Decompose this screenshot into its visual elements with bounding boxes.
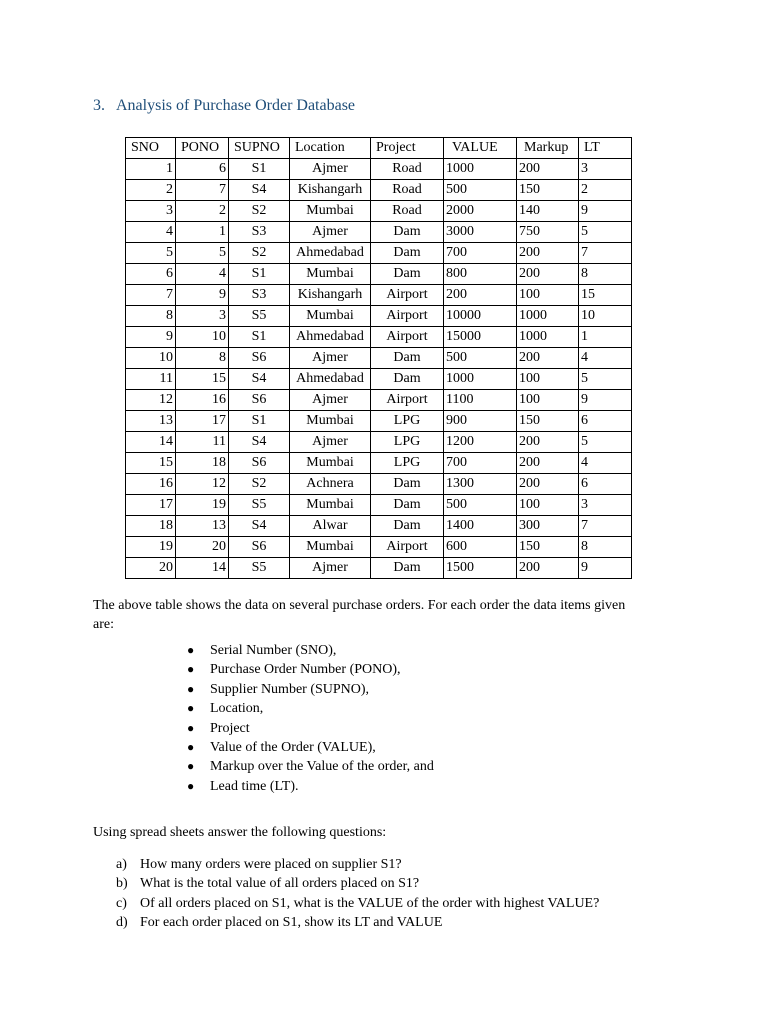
cell-supno: S6 bbox=[229, 453, 290, 474]
table-row bbox=[126, 222, 632, 243]
cell-supno: S6 bbox=[229, 348, 290, 369]
cell-markup: 100 bbox=[517, 390, 579, 411]
cell-project: Dam bbox=[371, 348, 444, 369]
cell-sno: 16 bbox=[126, 474, 176, 495]
cell-lt: 1 bbox=[579, 327, 632, 348]
cell-pono: 20 bbox=[176, 537, 229, 558]
cell-markup: 300 bbox=[517, 516, 579, 537]
cell-project: Dam bbox=[371, 474, 444, 495]
cell-sno: 6 bbox=[126, 264, 176, 285]
cell-lt: 10 bbox=[579, 306, 632, 327]
cell-lt: 4 bbox=[579, 348, 632, 369]
cell-sno: 2 bbox=[126, 180, 176, 201]
cell-markup: 1000 bbox=[517, 327, 579, 348]
table-row bbox=[126, 537, 632, 558]
cell-value: 1000 bbox=[444, 159, 517, 180]
cell-location: Ajmer bbox=[290, 432, 371, 453]
cell-value: 500 bbox=[444, 495, 517, 516]
cell-location: Kishangarh bbox=[290, 285, 371, 306]
cell-pono: 3 bbox=[176, 306, 229, 327]
cell-lt: 6 bbox=[579, 474, 632, 495]
cell-supno: S4 bbox=[229, 432, 290, 453]
cell-lt: 4 bbox=[579, 453, 632, 474]
cell-supno: S1 bbox=[229, 411, 290, 432]
list-item bbox=[187, 757, 434, 776]
cell-value: 1000 bbox=[444, 369, 517, 390]
bullet-icon: ● bbox=[187, 720, 195, 735]
section-number: 3. bbox=[93, 97, 105, 114]
cell-pono: 15 bbox=[176, 369, 229, 390]
cell-project: Dam bbox=[371, 243, 444, 264]
cell-markup: 150 bbox=[517, 537, 579, 558]
list-item-text: Lead time (LT). bbox=[210, 778, 299, 794]
questions-intro: Using spread sheets answer the following questions: bbox=[93, 825, 387, 840]
cell-markup: 200 bbox=[517, 348, 579, 369]
section-title: Analysis of Purchase Order Database bbox=[116, 97, 356, 114]
table-row bbox=[126, 453, 632, 474]
cell-location: Mumbai bbox=[290, 411, 371, 432]
cell-location: Ajmer bbox=[290, 558, 371, 579]
cell-lt: 5 bbox=[579, 222, 632, 243]
table-row bbox=[126, 264, 632, 285]
cell-value: 3000 bbox=[444, 222, 517, 243]
cell-lt: 3 bbox=[579, 159, 632, 180]
cell-sno: 12 bbox=[126, 390, 176, 411]
cell-supno: S1 bbox=[229, 264, 290, 285]
cell-pono: 17 bbox=[176, 411, 229, 432]
cell-location: Ajmer bbox=[290, 348, 371, 369]
cell-markup: 200 bbox=[517, 558, 579, 579]
table-row bbox=[126, 474, 632, 495]
cell-project: Airport bbox=[371, 390, 444, 411]
cell-supno: S2 bbox=[229, 474, 290, 495]
list-item-text: Value of the Order (VALUE), bbox=[210, 740, 376, 756]
cell-lt: 5 bbox=[579, 369, 632, 390]
cell-supno: S5 bbox=[229, 495, 290, 516]
question-text: How many orders were placed on supplier S1? bbox=[140, 857, 402, 872]
cell-markup: 200 bbox=[517, 264, 579, 285]
cell-lt: 8 bbox=[579, 264, 632, 285]
cell-location: Kishangarh bbox=[290, 180, 371, 201]
bullet-icon: ● bbox=[187, 701, 195, 716]
cell-supno: S5 bbox=[229, 558, 290, 579]
cell-lt: 3 bbox=[579, 495, 632, 516]
cell-project: LPG bbox=[371, 411, 444, 432]
cell-markup: 140 bbox=[517, 201, 579, 222]
cell-value: 800 bbox=[444, 264, 517, 285]
cell-project: Dam bbox=[371, 369, 444, 390]
cell-pono: 2 bbox=[176, 201, 229, 222]
question-marker: b) bbox=[116, 876, 128, 892]
column-header-sno: SNO bbox=[126, 138, 176, 159]
cell-lt: 6 bbox=[579, 411, 632, 432]
cell-project: Airport bbox=[371, 285, 444, 306]
cell-lt: 2 bbox=[579, 180, 632, 201]
table-row bbox=[126, 390, 632, 411]
column-header-value: VALUE bbox=[444, 138, 517, 159]
column-header-markup: Markup bbox=[517, 138, 579, 159]
cell-lt: 7 bbox=[579, 516, 632, 537]
cell-sno: 19 bbox=[126, 537, 176, 558]
table-row bbox=[126, 369, 632, 390]
cell-markup: 150 bbox=[517, 180, 579, 201]
table-row bbox=[126, 495, 632, 516]
cell-project: Airport bbox=[371, 537, 444, 558]
cell-sno: 15 bbox=[126, 453, 176, 474]
table-row bbox=[126, 348, 632, 369]
cell-location: Mumbai bbox=[290, 537, 371, 558]
bullet-icon: ● bbox=[187, 778, 195, 793]
cell-project: Airport bbox=[371, 327, 444, 348]
cell-location: Mumbai bbox=[290, 495, 371, 516]
section-heading bbox=[93, 97, 355, 115]
cell-project: LPG bbox=[371, 453, 444, 474]
column-header-project: Project bbox=[371, 138, 444, 159]
cell-value: 1500 bbox=[444, 558, 517, 579]
cell-pono: 14 bbox=[176, 558, 229, 579]
cell-value: 1200 bbox=[444, 432, 517, 453]
question-item bbox=[116, 874, 599, 893]
question-text: What is the total value of all orders placed on S1? bbox=[140, 876, 420, 892]
cell-location: Ajmer bbox=[290, 222, 371, 243]
column-header-supno: SUPNO bbox=[229, 138, 290, 159]
cell-pono: 7 bbox=[176, 180, 229, 201]
cell-value: 600 bbox=[444, 537, 517, 558]
table-row bbox=[126, 516, 632, 537]
cell-lt: 7 bbox=[579, 243, 632, 264]
list-item bbox=[187, 738, 434, 757]
bullet-icon: ● bbox=[187, 662, 195, 677]
cell-lt: 9 bbox=[579, 201, 632, 222]
table-header-row bbox=[126, 138, 632, 159]
cell-markup: 150 bbox=[517, 411, 579, 432]
question-marker: a) bbox=[116, 857, 127, 872]
cell-project: LPG bbox=[371, 432, 444, 453]
table-row bbox=[126, 243, 632, 264]
cell-location: Ahmedabad bbox=[290, 369, 371, 390]
cell-location: Ahmedabad bbox=[290, 327, 371, 348]
cell-location: Ahmedabad bbox=[290, 243, 371, 264]
cell-sno: 1 bbox=[126, 159, 176, 180]
list-item bbox=[187, 660, 434, 679]
cell-pono: 9 bbox=[176, 285, 229, 306]
bullet-icon: ● bbox=[187, 681, 195, 696]
table-row bbox=[126, 285, 632, 306]
list-item-text: Supplier Number (SUPNO), bbox=[210, 681, 370, 697]
cell-supno: S6 bbox=[229, 390, 290, 411]
cell-project: Road bbox=[371, 201, 444, 222]
cell-location: Achnera bbox=[290, 474, 371, 495]
table-row bbox=[126, 327, 632, 348]
cell-location: Mumbai bbox=[290, 201, 371, 222]
cell-supno: S1 bbox=[229, 159, 290, 180]
cell-value: 1400 bbox=[444, 516, 517, 537]
table-row bbox=[126, 159, 632, 180]
table-row bbox=[126, 432, 632, 453]
cell-supno: S5 bbox=[229, 306, 290, 327]
cell-lt: 9 bbox=[579, 558, 632, 579]
cell-pono: 19 bbox=[176, 495, 229, 516]
cell-supno: S2 bbox=[229, 201, 290, 222]
cell-value: 1300 bbox=[444, 474, 517, 495]
cell-pono: 13 bbox=[176, 516, 229, 537]
bullet-icon: ● bbox=[187, 740, 195, 755]
cell-pono: 12 bbox=[176, 474, 229, 495]
table-row bbox=[126, 411, 632, 432]
cell-supno: S4 bbox=[229, 516, 290, 537]
cell-supno: S2 bbox=[229, 243, 290, 264]
cell-lt: 9 bbox=[579, 390, 632, 411]
cell-value: 200 bbox=[444, 285, 517, 306]
cell-location: Alwar bbox=[290, 516, 371, 537]
bullet-icon: ● bbox=[187, 759, 195, 774]
cell-lt: 5 bbox=[579, 432, 632, 453]
cell-markup: 200 bbox=[517, 432, 579, 453]
table-row bbox=[126, 558, 632, 579]
cell-location: Mumbai bbox=[290, 453, 371, 474]
cell-value: 900 bbox=[444, 411, 517, 432]
cell-sno: 8 bbox=[126, 306, 176, 327]
cell-location: Mumbai bbox=[290, 306, 371, 327]
column-header-location: Location bbox=[290, 138, 371, 159]
cell-sno: 11 bbox=[126, 369, 176, 390]
cell-project: Dam bbox=[371, 222, 444, 243]
cell-sno: 14 bbox=[126, 432, 176, 453]
cell-value: 15000 bbox=[444, 327, 517, 348]
question-item bbox=[116, 855, 599, 874]
cell-sno: 17 bbox=[126, 495, 176, 516]
cell-project: Dam bbox=[371, 264, 444, 285]
column-header-pono: PONO bbox=[176, 138, 229, 159]
cell-location: Mumbai bbox=[290, 264, 371, 285]
cell-markup: 100 bbox=[517, 369, 579, 390]
purchase-order-table bbox=[125, 137, 632, 579]
cell-lt: 15 bbox=[579, 285, 632, 306]
cell-supno: S3 bbox=[229, 285, 290, 306]
cell-markup: 200 bbox=[517, 159, 579, 180]
cell-markup: 200 bbox=[517, 453, 579, 474]
cell-project: Dam bbox=[371, 516, 444, 537]
cell-sno: 20 bbox=[126, 558, 176, 579]
cell-sno: 4 bbox=[126, 222, 176, 243]
table-row bbox=[126, 180, 632, 201]
cell-value: 700 bbox=[444, 243, 517, 264]
cell-sno: 10 bbox=[126, 348, 176, 369]
list-item bbox=[187, 699, 434, 718]
cell-pono: 18 bbox=[176, 453, 229, 474]
cell-project: Dam bbox=[371, 558, 444, 579]
cell-value: 700 bbox=[444, 453, 517, 474]
question-text: Of all orders placed on S1, what is the VALUE of the order with highest VALUE? bbox=[140, 895, 600, 911]
list-item bbox=[187, 680, 434, 699]
cell-pono: 4 bbox=[176, 264, 229, 285]
cell-supno: S1 bbox=[229, 327, 290, 348]
question-marker: c) bbox=[116, 895, 127, 911]
cell-sno: 18 bbox=[126, 516, 176, 537]
cell-pono: 6 bbox=[176, 159, 229, 180]
cell-pono: 8 bbox=[176, 348, 229, 369]
table-row bbox=[126, 201, 632, 222]
cell-sno: 5 bbox=[126, 243, 176, 264]
cell-supno: S4 bbox=[229, 180, 290, 201]
cell-project: Airport bbox=[371, 306, 444, 327]
cell-value: 10000 bbox=[444, 306, 517, 327]
question-marker: d) bbox=[116, 915, 128, 931]
cell-supno: S6 bbox=[229, 537, 290, 558]
cell-pono: 10 bbox=[176, 327, 229, 348]
cell-pono: 1 bbox=[176, 222, 229, 243]
question-item bbox=[116, 894, 599, 913]
cell-pono: 5 bbox=[176, 243, 229, 264]
table-row bbox=[126, 306, 632, 327]
cell-supno: S3 bbox=[229, 222, 290, 243]
question-item bbox=[116, 913, 599, 932]
cell-location: Ajmer bbox=[290, 390, 371, 411]
cell-markup: 750 bbox=[517, 222, 579, 243]
list-item-text: Location, bbox=[210, 701, 264, 717]
cell-sno: 3 bbox=[126, 201, 176, 222]
cell-markup: 100 bbox=[517, 495, 579, 516]
table-description: The above table shows the data on several purchase orders. For each order the data items given are: bbox=[93, 598, 626, 632]
column-header-lt: LT bbox=[579, 138, 632, 159]
cell-markup: 200 bbox=[517, 474, 579, 495]
cell-value: 2000 bbox=[444, 201, 517, 222]
cell-markup: 100 bbox=[517, 285, 579, 306]
cell-supno: S4 bbox=[229, 369, 290, 390]
cell-project: Road bbox=[371, 159, 444, 180]
cell-markup: 1000 bbox=[517, 306, 579, 327]
cell-value: 1100 bbox=[444, 390, 517, 411]
cell-pono: 11 bbox=[176, 432, 229, 453]
cell-markup: 200 bbox=[517, 243, 579, 264]
questions-list bbox=[116, 855, 599, 933]
cell-project: Road bbox=[371, 180, 444, 201]
list-item-text: Markup over the Value of the order, and bbox=[210, 759, 434, 775]
cell-location: Ajmer bbox=[290, 159, 371, 180]
cell-sno: 9 bbox=[126, 327, 176, 348]
list-item bbox=[187, 641, 434, 660]
cell-value: 500 bbox=[444, 180, 517, 201]
cell-lt: 8 bbox=[579, 537, 632, 558]
question-text: For each order placed on S1, show its LT and VALUE bbox=[140, 915, 443, 931]
bullet-icon: ● bbox=[187, 643, 195, 657]
list-item-text: Purchase Order Number (PONO), bbox=[210, 662, 401, 678]
list-item-text: Serial Number (SNO), bbox=[210, 643, 337, 658]
cell-value: 500 bbox=[444, 348, 517, 369]
data-items-list bbox=[187, 641, 434, 796]
cell-sno: 13 bbox=[126, 411, 176, 432]
list-item bbox=[187, 719, 434, 738]
cell-sno: 7 bbox=[126, 285, 176, 306]
cell-project: Dam bbox=[371, 495, 444, 516]
cell-pono: 16 bbox=[176, 390, 229, 411]
list-item bbox=[187, 777, 434, 796]
list-item-text: Project bbox=[210, 720, 250, 736]
